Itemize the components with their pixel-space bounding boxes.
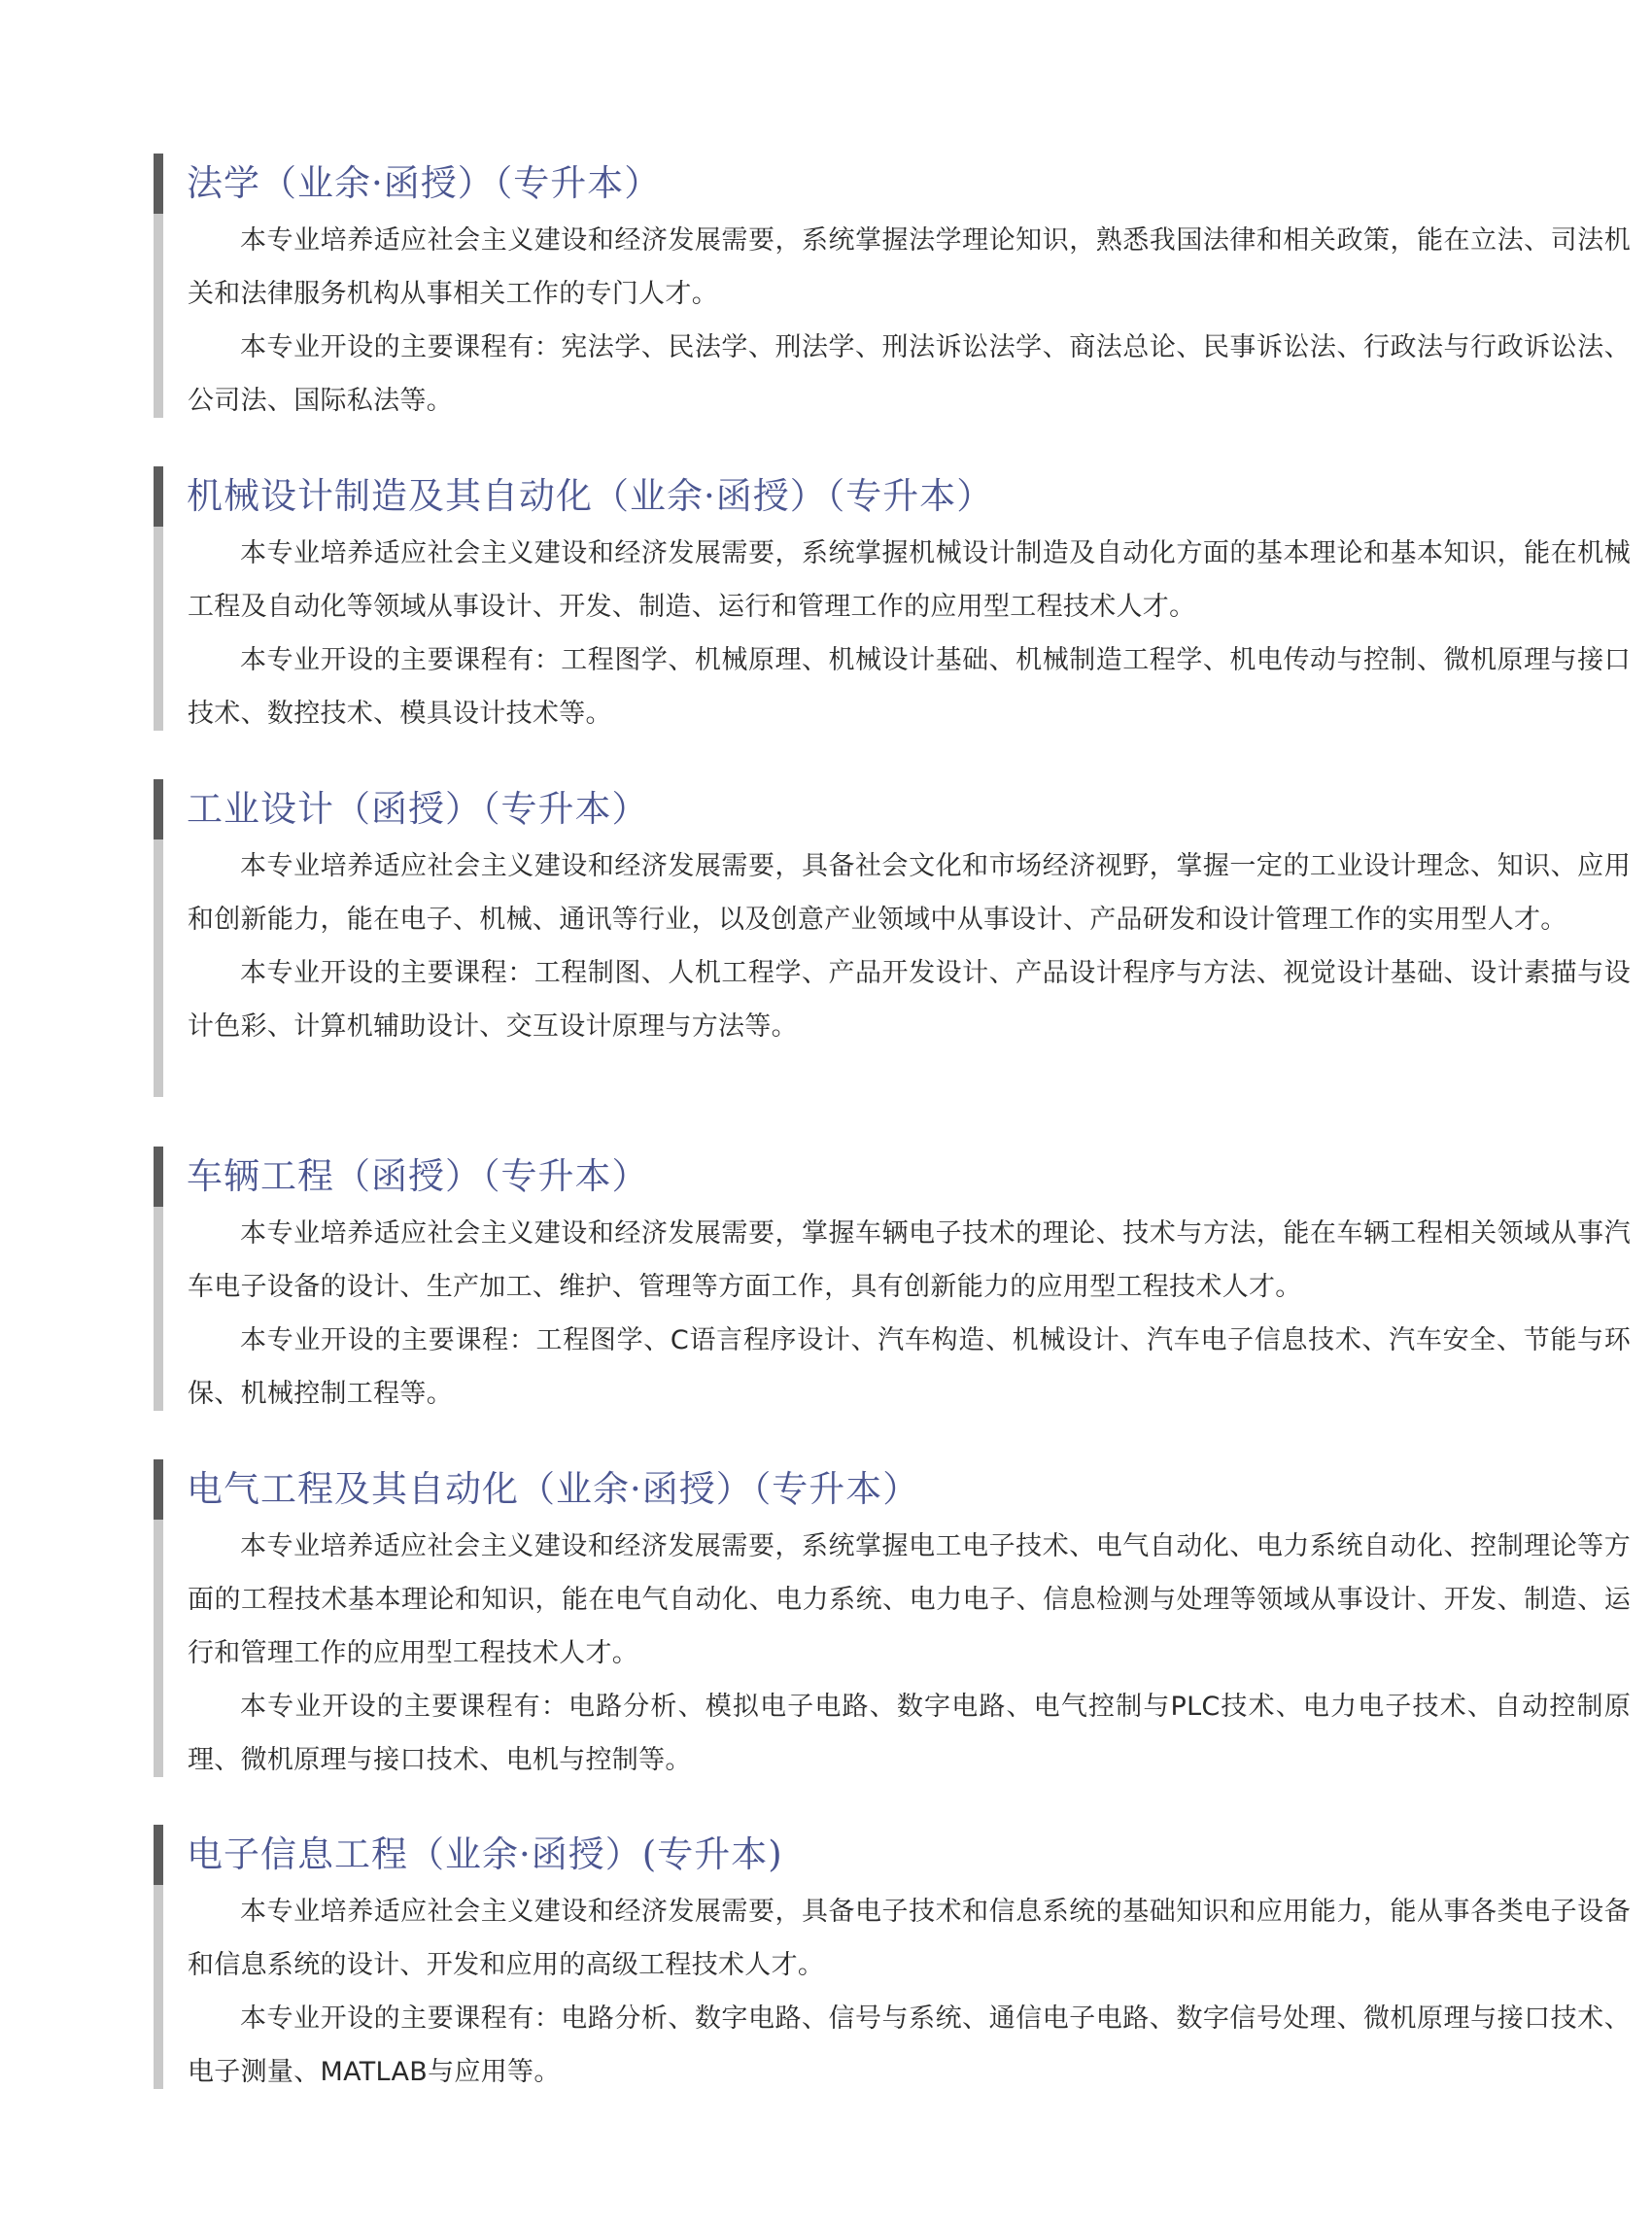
- section-side-rule: [154, 1885, 163, 2089]
- section-marker: [154, 466, 163, 527]
- section-courses: 本专业开设的主要课程有：宪法学、民法学、刑法学、刑法诉讼法学、商法总论、民事诉讼法、行政法与行政诉讼法、公司法、国际私法等。: [188, 332, 1631, 416]
- section-courses: 本专业开设的主要课程有：电路分析、模拟电子电路、数字电路、电气控制与PLC技术、电力电子技术、自动控制原理、微机原理与接口技术、电机与控制等。: [188, 1692, 1631, 1775]
- section-side-rule: [154, 1520, 163, 1777]
- section-intro: 本专业培养适应社会主义建设和经济发展需要，系统掌握法学理论知识，熟悉我国法律和相关政策，能在立法、司法机关和法律服务机构从事相关工作的专门人才。: [188, 225, 1631, 309]
- section-title: 法学（业余·函授）（专升本）: [187, 162, 662, 204]
- section-title: 车辆工程（函授）（专升本）: [187, 1155, 649, 1197]
- section-title: 电子信息工程（业余·函授）(专升本): [187, 1833, 783, 1875]
- section-body: [188, 1207, 1631, 1421]
- section-body: [188, 527, 1631, 740]
- section-body: [188, 839, 1631, 1053]
- section-intro: 本专业培养适应社会主义建设和经济发展需要，具备社会文化和市场经济视野，掌握一定的工业设计理念、知识、应用和创新能力，能在电子、机械、通讯等行业，以及创意产业领域中从事设计、产品研发和设计管理工作的实用型人才。: [188, 851, 1631, 935]
- section-side-rule: [154, 1207, 163, 1411]
- section-side-rule: [154, 214, 163, 418]
- section-intro: 本专业培养适应社会主义建设和经济发展需要，掌握车辆电子技术的理论、技术与方法，能在车辆工程相关领域从事汽车电子设备的设计、生产加工、维护、管理等方面工作，具有创新能力的应用型工程技术人才。: [188, 1218, 1631, 1302]
- section-body: [188, 1520, 1631, 1787]
- section-marker: [154, 1147, 163, 1207]
- section-intro: 本专业培养适应社会主义建设和经济发展需要，系统掌握电工电子技术、电气自动化、电力系统自动化、控制理论等方面的工程技术基本理论和知识，能在电气自动化、电力系统、电力电子、信息检测与处理等领域从事设计、开发、制造、运行和管理工作的应用型工程技术人才。: [188, 1531, 1631, 1668]
- section-intro: 本专业培养适应社会主义建设和经济发展需要，系统掌握机械设计制造及自动化方面的基本理论和基本知识，能在机械工程及自动化等领域从事设计、开发、制造、运行和管理工作的应用型工程技术人才。: [188, 538, 1631, 622]
- section-marker: [154, 1459, 163, 1520]
- section-body: [188, 214, 1631, 428]
- section-side-rule: [154, 527, 163, 731]
- section-intro: 本专业培养适应社会主义建设和经济发展需要，具备电子技术和信息系统的基础知识和应用能力，能从事各类电子设备和信息系统的设计、开发和应用的高级工程技术人才。: [188, 1897, 1631, 1980]
- section-courses: 本专业开设的主要课程：工程制图、人机工程学、产品开发设计、产品设计程序与方法、视觉设计基础、设计素描与设计色彩、计算机辅助设计、交互设计原理与方法等。: [188, 958, 1631, 1042]
- section-courses: 本专业开设的主要课程：工程图学、C语言程序设计、汽车构造、机械设计、汽车电子信息技术、汽车安全、节能与环保、机械控制工程等。: [188, 1325, 1631, 1409]
- section-side-rule: [154, 839, 163, 1097]
- section-title: 工业设计（函授）（专升本）: [187, 788, 649, 830]
- section-title: 电气工程及其自动化（业余·函授）（专升本）: [187, 1468, 920, 1510]
- section-body: [188, 1885, 1631, 2099]
- section-marker: [154, 1825, 163, 1885]
- section-courses: 本专业开设的主要课程有：工程图学、机械原理、机械设计基础、机械制造工程学、机电传动与控制、微机原理与接口技术、数控技术、模具设计技术等。: [188, 645, 1631, 729]
- section-marker: [154, 154, 163, 214]
- section-marker: [154, 779, 163, 839]
- section-title: 机械设计制造及其自动化（业余·函授）（专升本）: [187, 475, 994, 517]
- section-courses: 本专业开设的主要课程有：电路分析、数字电路、信号与系统、通信电子电路、数字信号处理、微机原理与接口技术、电子测量、MATLAB与应用等。: [188, 2003, 1631, 2087]
